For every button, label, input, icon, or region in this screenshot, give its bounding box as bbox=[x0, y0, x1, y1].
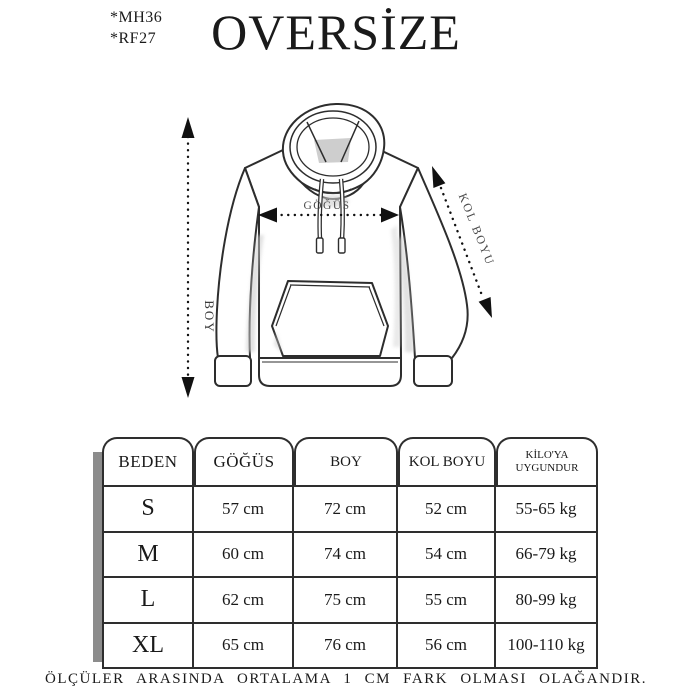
row-l-weight: 80-99 kg bbox=[496, 576, 598, 622]
row-xl-size: XL bbox=[102, 622, 194, 668]
row-m-length: 74 cm bbox=[294, 531, 398, 577]
row-xl-chest: 65 cm bbox=[194, 622, 294, 668]
header-beden: BEDEN bbox=[102, 437, 194, 485]
size-table-header-row bbox=[102, 437, 598, 485]
row-xl-length: 76 cm bbox=[294, 622, 398, 668]
chest-label: GÖĞÜS bbox=[303, 200, 351, 212]
length-arrow bbox=[182, 117, 218, 398]
row-l-size: L bbox=[102, 576, 194, 622]
size-table bbox=[102, 437, 598, 669]
row-s-size: S bbox=[102, 485, 194, 531]
row-l-sleeve: 55 cm bbox=[398, 576, 496, 622]
row-s-length: 72 cm bbox=[294, 485, 398, 531]
row-xl-weight: 100-110 kg bbox=[496, 622, 598, 668]
product-code-1: *MH36 bbox=[110, 9, 163, 26]
header-kiloya-uygundur: KİLO'YA UYGUNDUR bbox=[496, 437, 598, 485]
row-m-sleeve: 54 cm bbox=[398, 531, 496, 577]
hoodie-measurement-diagram bbox=[165, 95, 530, 405]
page-title: OVERSİZE bbox=[211, 4, 461, 60]
length-label: BOY bbox=[202, 300, 217, 334]
row-m-weight: 66-79 kg bbox=[496, 531, 598, 577]
tolerance-note: ÖLÇÜLER ARASINDA ORTALAMA 1 CM FARK OLMASI OLAĞANDIR. bbox=[45, 671, 647, 687]
sleeve-label: KOL BOYU bbox=[455, 191, 498, 268]
product-codes bbox=[110, 7, 162, 49]
row-s-chest: 57 cm bbox=[194, 485, 294, 531]
row-l-length: 75 cm bbox=[294, 576, 398, 622]
row-xl-sleeve: 56 cm bbox=[398, 622, 496, 668]
header-boy: BOY bbox=[294, 437, 398, 485]
product-code-2: *RF27 bbox=[110, 30, 157, 47]
row-m-chest: 60 cm bbox=[194, 531, 294, 577]
header-kol-boyu: KOL BOYU bbox=[398, 437, 496, 485]
hoodie-illustration bbox=[215, 104, 468, 386]
row-l-chest: 62 cm bbox=[194, 576, 294, 622]
header-gogus: GÖĞÜS bbox=[194, 437, 294, 485]
row-m-size: M bbox=[102, 531, 194, 577]
size-table-body bbox=[102, 485, 598, 669]
row-s-weight: 55-65 kg bbox=[496, 485, 598, 531]
row-s-sleeve: 52 cm bbox=[398, 485, 496, 531]
